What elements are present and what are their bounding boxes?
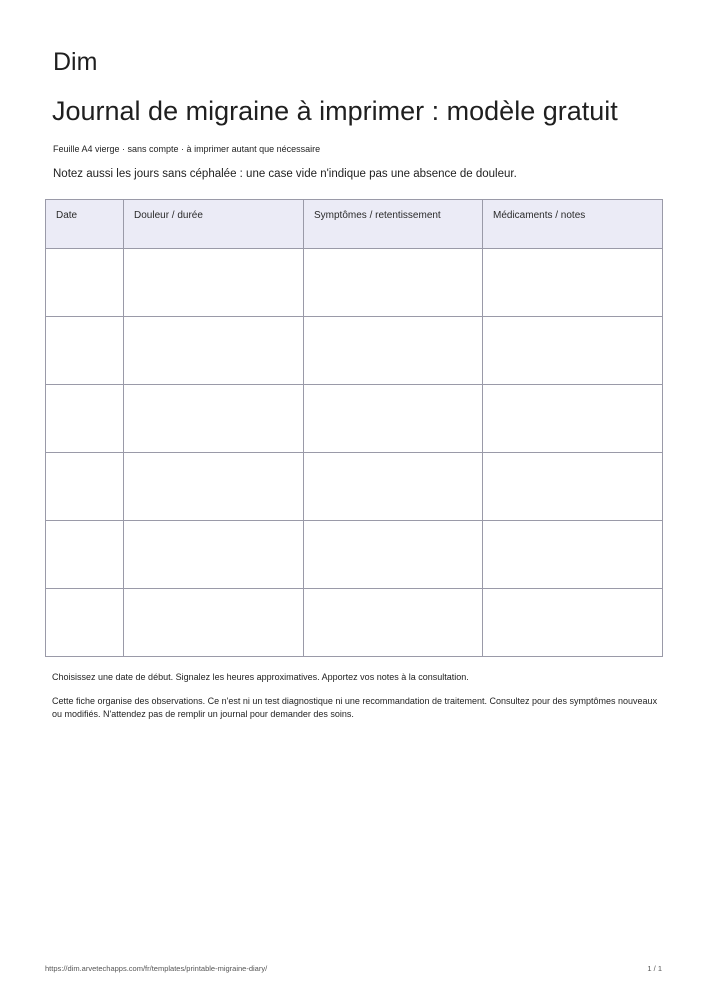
- page-subtitle: Feuille A4 vierge · sans compte · à imprimer autant que nécessaire: [53, 144, 321, 154]
- table-cell-date: [46, 317, 124, 385]
- column-header-medication-notes: Médicaments / notes: [483, 200, 663, 249]
- table-cell-symptoms: [304, 249, 483, 317]
- table-cell-symptoms: [304, 453, 483, 521]
- table-cell-pain: [124, 521, 304, 589]
- page-title: Journal de migraine à imprimer : modèle gratuit: [52, 96, 618, 126]
- table-cell-notes: [483, 589, 663, 657]
- table-cell-symptoms: [304, 589, 483, 657]
- table-cell-pain: [124, 385, 304, 453]
- table-cell-notes: [483, 317, 663, 385]
- instructions-note: Choisissez une date de début. Signalez les heures approximatives. Apportez vos notes à la consultation.: [52, 672, 469, 682]
- migraine-diary-table: [45, 199, 663, 657]
- table-cell-notes: [483, 521, 663, 589]
- table-row: [46, 385, 663, 453]
- table-cell-date: [46, 249, 124, 317]
- table-cell-pain: [124, 453, 304, 521]
- table-cell-pain: [124, 317, 304, 385]
- disclaimer-note: Cette fiche organise des observations. Ce n'est ni un test diagnostique ni une recommandation de traitement. Consultez pour des symptômes nouveaux ou modifiés. N'attendez pas de remplir un journal pour demander des soins.: [52, 696, 658, 719]
- table-cell-date: [46, 453, 124, 521]
- column-header-pain-duration: Douleur / durée: [124, 200, 304, 249]
- table-cell-pain: [124, 589, 304, 657]
- table-cell-date: [46, 521, 124, 589]
- table-cell-pain: [124, 249, 304, 317]
- table-header-row: [46, 200, 663, 249]
- footer-url: https://dim.arvetechapps.com/fr/templates/printable-migraine-diary/: [45, 964, 268, 973]
- column-header-symptoms: Symptômes / retentissement: [304, 200, 483, 249]
- table-cell-notes: [483, 385, 663, 453]
- table-row: [46, 521, 663, 589]
- table-row: [46, 453, 663, 521]
- brand-name: Dim: [53, 48, 98, 76]
- table-cell-date: [46, 589, 124, 657]
- table-cell-date: [46, 385, 124, 453]
- table-row: [46, 589, 663, 657]
- lead-instruction: Notez aussi les jours sans céphalée : une case vide n'indique pas une absence de douleur.: [53, 168, 517, 180]
- table-cell-symptoms: [304, 521, 483, 589]
- table-cell-symptoms: [304, 385, 483, 453]
- table-row: [46, 317, 663, 385]
- table-cell-symptoms: [304, 317, 483, 385]
- table-row: [46, 249, 663, 317]
- table-cell-notes: [483, 453, 663, 521]
- table-cell-notes: [483, 249, 663, 317]
- column-header-date: Date: [46, 200, 124, 249]
- footer-page-number: 1 / 1: [647, 964, 662, 973]
